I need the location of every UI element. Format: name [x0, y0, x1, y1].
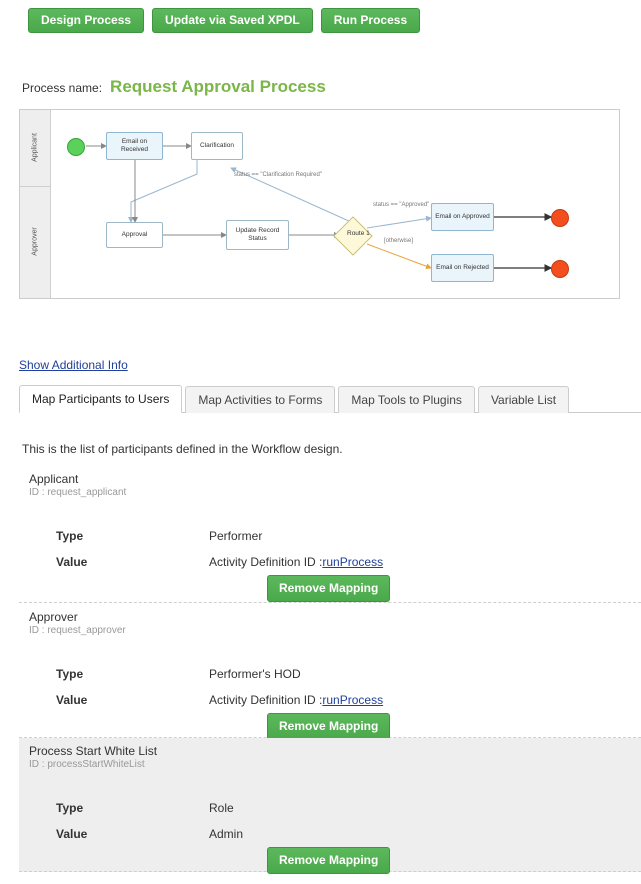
value-text: [209, 555, 383, 569]
show-additional-info-link[interactable]: Show Additional Info: [19, 358, 128, 372]
participant-id: ID : request_approver: [29, 625, 126, 636]
participant-type-row: [19, 526, 641, 543]
participant-type-row: [19, 798, 641, 815]
participant-value-row: [19, 690, 641, 707]
process-name-value: Request Approval Process: [110, 77, 326, 96]
participant-value-row: [19, 552, 641, 569]
activity-definition-link[interactable]: runProcess: [322, 693, 384, 707]
participant-section-approver: [19, 604, 641, 738]
task-email-on-rejected[interactable]: Email on Rejected: [431, 254, 494, 282]
participant-title: Process Start White List: [29, 744, 158, 758]
gateway-route1-label: Route 1: [347, 230, 370, 237]
value-prefix: Activity Definition ID :: [209, 693, 323, 707]
type-label: Type: [56, 529, 84, 543]
remove-mapping-button[interactable]: Remove Mapping: [267, 575, 390, 602]
design-process-button[interactable]: Design Process: [28, 8, 144, 33]
participant-value-row: [19, 824, 641, 841]
end-event-approved[interactable]: [551, 209, 569, 227]
participant-section-applicant: [19, 466, 641, 603]
lane-label-applicant: Applicant: [31, 133, 39, 162]
end-event-rejected[interactable]: [551, 260, 569, 278]
participants-intro-text: This is the list of participants defined in the Workflow design.: [22, 442, 343, 456]
participant-id: ID : processStartWhiteList: [29, 759, 145, 770]
process-name-row: [22, 77, 641, 97]
type-label: Type: [56, 801, 84, 815]
process-name-label: Process name:: [22, 81, 103, 95]
process-diagram[interactable]: [19, 109, 620, 299]
task-approval[interactable]: Approval: [106, 222, 163, 248]
participant-title: Approver: [29, 610, 78, 624]
edge-label-otherwise: [otherwise]: [384, 238, 414, 244]
edge-label-clarification-required: status == "Clarification Required": [234, 172, 322, 178]
run-process-button[interactable]: Run Process: [321, 8, 420, 33]
remove-mapping-wrap: [19, 841, 641, 884]
task-update-record-status[interactable]: Update Record Status: [226, 220, 289, 250]
type-value: Performer's HOD: [209, 667, 301, 681]
value-prefix: Activity Definition ID :: [209, 555, 323, 569]
value-text: [209, 693, 383, 707]
diagram-canvas[interactable]: [51, 110, 619, 298]
value-text: Admin: [209, 827, 244, 841]
participant-type-row: [19, 664, 641, 681]
top-toolbar: [0, 0, 641, 33]
remove-mapping-button[interactable]: Remove Mapping: [267, 713, 390, 740]
type-label: Type: [56, 667, 84, 681]
start-event-node[interactable]: [67, 138, 85, 156]
value-label: Value: [56, 555, 88, 569]
tab-variable-list[interactable]: Variable List: [478, 386, 569, 413]
remove-mapping-button[interactable]: Remove Mapping: [267, 847, 390, 874]
tab-map-activities-to-forms[interactable]: Map Activities to Forms: [185, 386, 335, 413]
activity-definition-link[interactable]: runProcess: [322, 555, 384, 569]
task-clarification[interactable]: Clarification: [191, 132, 243, 160]
value-label: Value: [56, 827, 88, 841]
type-value: Role: [209, 801, 234, 815]
tab-map-tools-to-plugins[interactable]: Map Tools to Plugins: [338, 386, 475, 413]
task-email-on-received[interactable]: Email on Received: [106, 132, 163, 160]
type-value: Performer: [209, 529, 263, 543]
update-via-saved-xpdl-button[interactable]: Update via Saved XPDL: [152, 8, 313, 33]
tab-map-participants-to-users[interactable]: Map Participants to Users: [19, 385, 182, 413]
participant-id: ID : request_applicant: [29, 487, 127, 498]
participant-section-process-start-white-list: [19, 738, 641, 872]
task-email-on-approved[interactable]: Email on Approved: [431, 203, 494, 231]
participant-title: Applicant: [29, 472, 79, 486]
lane-label-approver: Approver: [31, 227, 39, 256]
value-label: Value: [56, 693, 88, 707]
edge-label-approved: status == "Approved": [373, 202, 430, 208]
tab-bar: [19, 386, 641, 413]
